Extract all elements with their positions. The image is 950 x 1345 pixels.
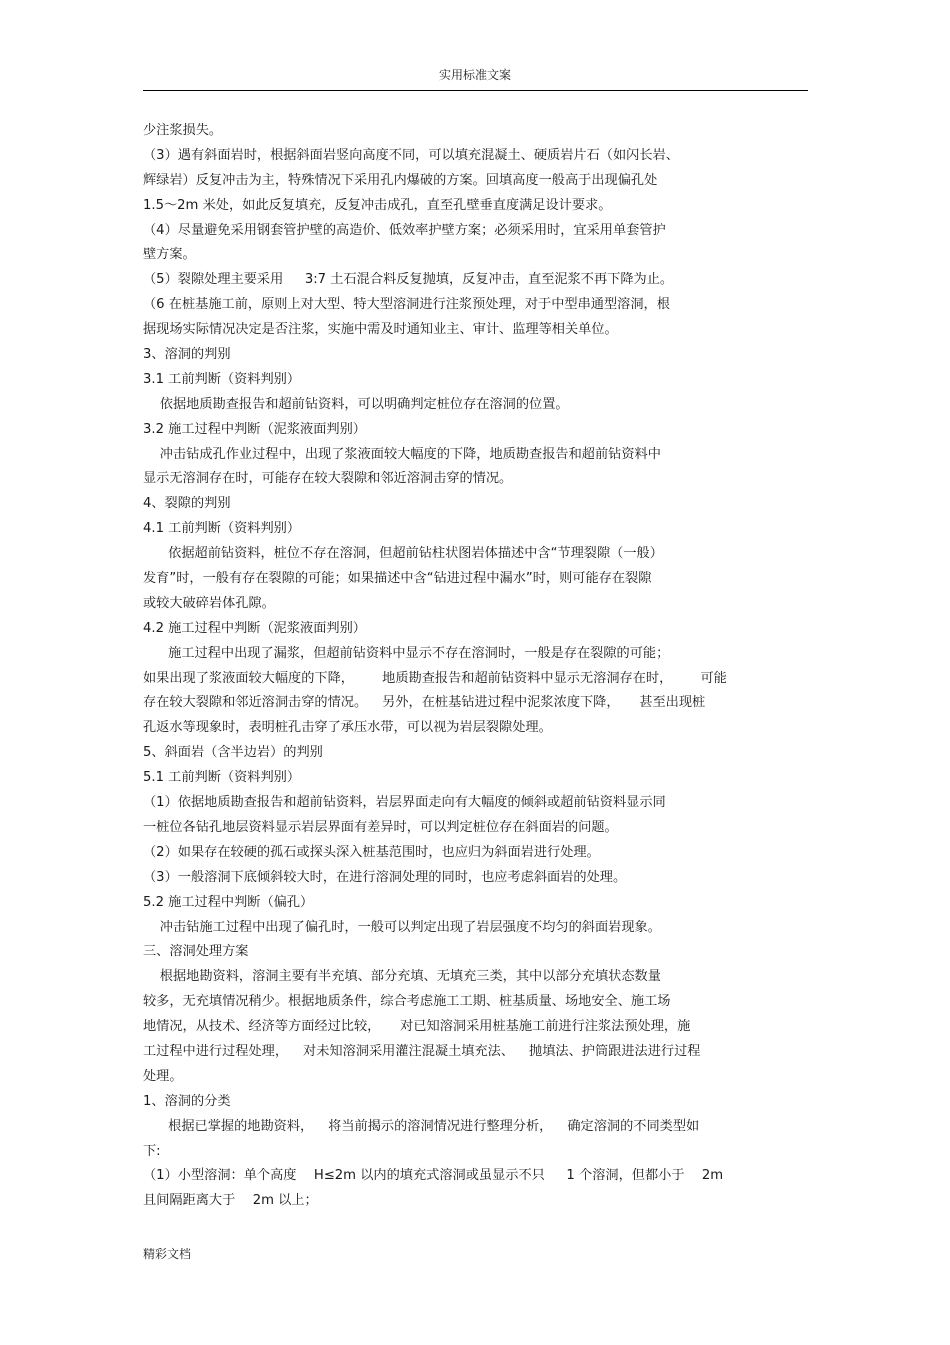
text-line: 冲击钻成孔作业过程中，出现了浆液面较大幅度的下降，地质勘查报告和超前钻资料中 [143,446,661,462]
text-line: 显示无溶洞存在时，可能存在较大裂隙和邻近溶洞击穿的情况。 [143,471,513,487]
text-line: 4.2 施工过程中判断（泥浆液面判别） [143,620,366,636]
text-line: 地情况，从技术、经济等方面经过比较， 对已知溶洞采用桩基施工前进行注浆法预处理，施 [143,1019,691,1035]
text-line: 处理。 [143,1068,183,1084]
text-line: （6 在桩基施工前，原则上对大型、特大型溶洞进行注浆预处理，对于中型串通型溶洞，根 [143,297,670,313]
text-line: 5.1 工前判断（资料判别） [143,770,301,786]
page-header-title: 实用标准文案 [438,68,511,82]
text-line: （2）如果存在较硬的孤石或探头深入桩基范围时，也应归为斜面岩进行处理。 [143,844,600,860]
text-line: 3、溶洞的判别 [143,347,231,363]
text-line: （3）一般溶洞下底倾斜较大时，在进行溶洞处理的同时，也应考虑斜面岩的处理。 [143,869,627,885]
text-line: （1）依据地质勘查报告和超前钻资料，岩层界面走向有大幅度的倾斜或超前钻资料显示同 [143,795,666,811]
page-footer-text: 精彩文档 [143,1247,192,1261]
text-line: （1）小型溶洞：单个高度 H≤2m 以内的填充式溶洞或虽显示不只 1 个溶洞，但都小于 2m [143,1168,724,1184]
text-line: 5.2 施工过程中判断（偏孔） [143,894,314,910]
text-line: 冲击钻施工过程中出现了偏孔时，一般可以判定出现了岩层强度不均匀的斜面岩现象。 [143,919,661,935]
text-line: 依据地质勘查报告和超前钻资料，可以明确判定桩位存在溶洞的位置。 [143,396,569,412]
text-line: 存在较大裂隙和邻近溶洞击穿的情况。 另外，在桩基钻进过程中泥浆浓度下降， 甚至出现桩 [143,695,706,711]
text-line: 3.1 工前判断（资料判别） [143,371,301,387]
text-line: 较多，无充填情况稍少。根据地质条件，综合考虑施工工期、桩基质量、场地安全、施工场 [143,994,671,1010]
text-line: 施工过程中出现了漏浆，但超前钻资料中显示不存在溶洞时，一般是存在裂隙的可能； [143,645,670,661]
text-line: 据现场实际情况决定是否注浆，实施中需及时通知业主、审计、监理等相关单位。 [143,322,618,338]
document-body [143,119,813,1214]
text-line: 少注浆损失。 [143,123,223,138]
text-line: 3.2 施工过程中判断（泥浆液面判别） [143,421,366,437]
text-line: 4.1 工前判断（资料判别） [143,521,301,537]
text-line: 或较大破碎岩体孔隙。 [143,595,275,611]
text-line: 三、溶洞处理方案 [143,944,249,960]
text-line: 一桩位各钻孔地层资料显示岩层界面有差异时，可以判定桩位存在斜面岩的问题。 [143,819,618,835]
text-line: 工过程中进行过程处理， 对未知溶洞采用灌注混凝土填充法、 抛填法、护筒跟进法进行过程 [143,1043,701,1059]
text-line: 如果出现了浆液面较大幅度的下降， 地质勘查报告和超前钻资料中显示无溶洞存在时， 可能 [143,670,727,686]
text-line: 5、斜面岩（含半边岩）的判别 [143,745,323,761]
text-line: 且间隔距离大于 2m 以上； [143,1193,318,1209]
text-line: 孔返水等现象时，表明桩孔击穿了承压水带，可以视为岩层裂隙处理。 [143,720,552,736]
text-line: 依据超前钻资料，桩位不存在溶洞，但超前钻柱状图岩体描述中含“节理裂隙（一般） [143,546,663,562]
text-line: （4）尽量避免采用钢套管护壁的高造价、低效率护壁方案；必须采用时，宜采用单套管护 [143,222,666,238]
text-line: 根据已掌握的地勘资料， 将当前揭示的溶洞情况进行整理分析， 确定溶洞的不同类型如 [143,1118,700,1134]
text-line: 4、裂隙的判别 [143,496,231,512]
text-line: （5）裂隙处理主要采用 3:7 土石混合料反复抛填，反复冲击，直至泥浆不再下降为止。 [143,272,674,288]
text-line: 壁方案。 [143,247,196,263]
text-line: 下: [143,1143,161,1159]
text-line: 1、溶洞的分类 [143,1093,231,1109]
text-line: （3）遇有斜面岩时，根据斜面岩竖向高度不同，可以填充混凝土、硬质岩片石（如闪长岩、 [143,147,679,163]
text-line: 辉绿岩）反复冲击为主，特殊情况下采用孔内爆破的方案。回填高度一般高于出现偏孔处 [143,172,658,188]
header-divider [143,90,808,91]
text-line: 1.5～2m 米处，如此反复填充，反复冲击成孔，直至孔壁垂直度满足设计要求。 [143,197,612,213]
text-line: 根据地勘资料，溶洞主要有半充填、部分充填、无填充三类，其中以部分充填状态数量 [143,969,661,985]
text-line: 发育”时，一般有存在裂隙的可能；如果描述中含“钻进过程中漏水”时，则可能存在裂隙 [143,571,652,587]
